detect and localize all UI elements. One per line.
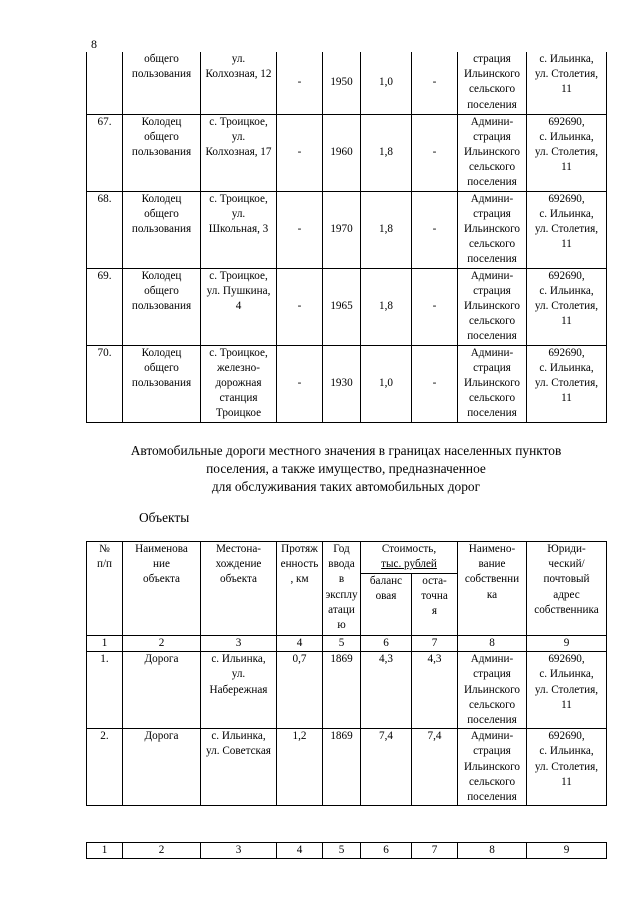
cell-name: Колодец общего пользования [123,345,201,422]
cell-name: Колодец общего пользования [123,114,201,191]
header-cost: Стоимость, тыс. рублей [361,542,458,574]
header-length: Протяж енность , км [277,542,323,636]
cell-year: 1960 [323,114,361,191]
cell-owner: Админи- страция Ильинского сельского поселения [458,729,527,806]
roads-table [86,541,607,806]
cell-length: - [277,114,323,191]
cell-address: 692690, с. Ильинка, ул. Столетия, 11 [527,345,607,422]
cell-num: 68. [87,191,123,268]
section-heading: Автомобильные дороги местного значения в границах населенных пунктов поселения, а также имущество, предназначенное для обслуживания таких автомобильных дорог [130,443,562,494]
cell-owner: страция Ильинского сельского поселения [458,52,527,114]
col-number: 5 [323,636,361,652]
cell-owner: Админи- страция Ильинского сельского поселения [458,268,527,345]
column-numbers-row [87,636,607,652]
cell-residual: - [412,345,458,422]
cell-num: 67. [87,114,123,191]
cell-year: 1930 [323,345,361,422]
col-number: 8 [458,636,527,652]
table-row [87,652,607,729]
cell-location: с. Троицкое, ул. Школьная, 3 [201,191,277,268]
cell-name: Дорога [123,652,201,729]
cell-num: 70. [87,345,123,422]
header-location: Местона- хождение объекта [201,542,277,636]
col-number: 1 [87,843,123,859]
cell-year: 1950 [323,52,361,114]
cell-address: 692690, с. Ильинка, ул. Столетия, 11 [527,652,607,729]
table-row [87,114,607,191]
col-number: 8 [458,843,527,859]
header-residual: оста- точна я [412,574,458,636]
cell-balance: 1,0 [361,345,412,422]
header-address: Юриди- ческий/ почтовый адрес собственника [527,542,607,636]
cell-address: 692690, с. Ильинка, ул. Столетия, 11 [527,268,607,345]
cell-residual: 4,3 [412,652,458,729]
cell-address: 692690, с. Ильинка, ул. Столетия, 11 [527,729,607,806]
col-number: 7 [412,636,458,652]
header-owner: Наимено- вание собственни ка [458,542,527,636]
cell-name: Дорога [123,729,201,806]
col-number: 4 [277,843,323,859]
header-year: Год ввода в эксплу атаци ю [323,542,361,636]
cell-residual: 7,4 [412,729,458,806]
cell-num: 69. [87,268,123,345]
cell-address: 692690, с. Ильинка, ул. Столетия, 11 [527,114,607,191]
cell-name: Колодец общего пользования [123,191,201,268]
col-number: 5 [323,843,361,859]
cell-balance: 7,4 [361,729,412,806]
cell-owner: Админи- страция Ильинского сельского поселения [458,191,527,268]
header-cost-units: тыс. рублей [381,558,437,571]
col-number: 1 [87,636,123,652]
cell-location: ул. Колхозная, 12 [201,52,277,114]
cell-num: 2. [87,729,123,806]
cell-location: с. Ильинка, ул. Набережная [201,652,277,729]
cell-location: с. Троицкое, ул. Пушкина, 4 [201,268,277,345]
cell-owner: Админи- страция Ильинского сельского поселения [458,345,527,422]
cell-location: с. Троицкое, ул. Колхозная, 17 [201,114,277,191]
cell-residual: - [412,114,458,191]
col-number: 2 [123,843,201,859]
cell-balance: 4,3 [361,652,412,729]
header-name: Наименова ние объекта [123,542,201,636]
cell-num [87,52,123,114]
table-row [87,191,607,268]
column-numbers-row [87,843,607,859]
cell-residual: - [412,52,458,114]
table-row [87,52,607,114]
col-number: 3 [201,636,277,652]
wells-table [86,52,607,423]
cell-address: с. Ильинка, ул. Столетия, 11 [527,52,607,114]
cell-address: 692690, с. Ильинка, ул. Столетия, 11 [527,191,607,268]
page-number: 8 [91,37,97,51]
cell-balance: 1,0 [361,52,412,114]
cell-balance: 1,8 [361,114,412,191]
cell-length: - [277,191,323,268]
cell-residual: - [412,268,458,345]
col-number: 9 [527,843,607,859]
cell-length: 0,7 [277,652,323,729]
table-row [87,345,607,422]
header-num: № п/п [87,542,123,636]
table-row [87,729,607,806]
cell-length: 1,2 [277,729,323,806]
col-number: 6 [361,636,412,652]
col-number: 4 [277,636,323,652]
cell-owner: Админи- страция Ильинского сельского поселения [458,114,527,191]
cell-owner: Админи- страция Ильинского сельского поселения [458,652,527,729]
col-number: 2 [123,636,201,652]
cell-year: 1970 [323,191,361,268]
cell-balance: 1,8 [361,191,412,268]
table-header-row [87,542,607,574]
cell-name: общего пользования [123,52,201,114]
col-number: 7 [412,843,458,859]
cell-year: 1869 [323,729,361,806]
col-number: 3 [201,843,277,859]
cell-name: Колодец общего пользования [123,268,201,345]
cell-length: - [277,52,323,114]
table-row [87,268,607,345]
cell-year: 1869 [323,652,361,729]
col-number: 9 [527,636,607,652]
cell-length: - [277,345,323,422]
cell-num: 1. [87,652,123,729]
header-balance: баланс овая [361,574,412,636]
objects-label: Объекты [139,510,190,525]
cell-length: - [277,268,323,345]
cell-location: с. Ильинка, ул. Советская [201,729,277,806]
col-number: 6 [361,843,412,859]
cell-year: 1965 [323,268,361,345]
cell-balance: 1,8 [361,268,412,345]
cell-residual: - [412,191,458,268]
cell-location: с. Троицкое, железно- дорожная станция Троицкое [201,345,277,422]
continuation-table [86,842,607,859]
